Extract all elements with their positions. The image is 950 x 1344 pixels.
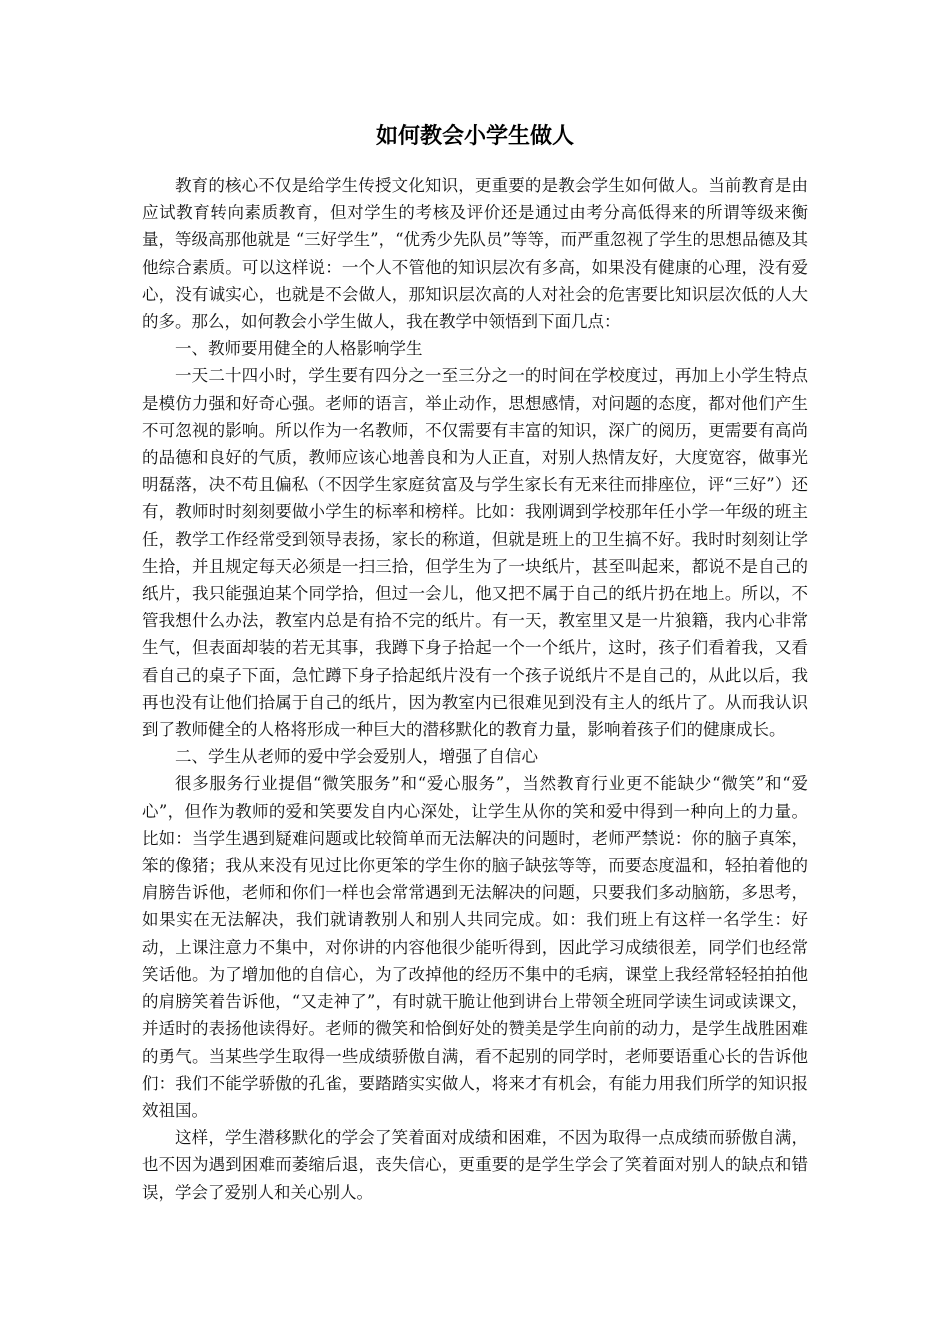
paragraph-intro: 教育的核心不仅是给学生传授文化知识，更重要的是教会学生如何做人。当前教育是由应试教育转向素质教育，但对学生的考核及评价还是通过由考分高低得来的所谓等级来衡量，等级高那他就是 “三好学生”，“优秀少先队员”等等，而严重忽视了学生的思想品德及其他综合素质。可以这样说：一个人不管他的知识层次有多高，如果没有健康的心理，没有爱心，没有诚实心，也就是不会做人，那知识层次高的人对社会的危害要比知识层次低的人大的多。那么，如何教会小学生做人，我在教学中领悟到下面几点： [142,176,808,332]
paragraph-conclusion: 这样，学生潜移默化的学会了笑着面对成绩和困难，不因为取得一点成绩而骄傲自满，也不因为遇到困难而萎缩后退，丧失信心，更重要的是学生学会了笑着面对别人的缺点和错误，学会了爱别人和关心别人。 [142,1128,808,1202]
section-heading-1: 一、教师要用健全的人格影响学生 [175,339,423,359]
document-title: 如何教会小学生做人 [375,124,574,149]
paragraph-section-1: 一天二十四小时，学生要有四分之一至三分之一的时间在学校度过，再加上小学生特点是模仿力强和好奇心强。老师的语言，举止动作，思想感情，对问题的态度，都对他们产生不可忽视的影响。所以作为一名教师，不仅需要有丰富的知识，深广的阅历，更需要有高尚的品德和良好的气质，教师应该心地善良和为人正直，对别人热情友好，大度宽容，做事光明磊落，决不苟且偏私（不因学生家庭贫富及与学生家长有无来往而排座位，评“三好”）还有，教师时时刻刻要做小学生的标率和榜样。比如：我刚调到学校那年任小学一年级的班主任，教学工作经常受到领导表扬，家长的称道，但就是班上的卫生搞不好。我时时刻刻让学生拾，并且规定每天必须是一扫三拾，但学生为了一块纸片，甚至叫起来，都说不是自己的纸片，我只能强迫某个同学拾，但过一会儿，他又把不属于自己的纸片扔在地上。所以，不管我想什么办法，教室内总是有拾不完的纸片。有一天，教室里又是一片狼籍，我内心非常生气，但表面却装的若无其事，我蹲下身子拾起一个一个纸片，这时，孩子们看着我，又看看自己的桌子下面，急忙蹲下身子拾起纸片没有一个孩子说纸片不是自己的，从此以后，我再也没有让他们拾属于自己的纸片，因为教室内已很难见到没有主人的纸片了。从而我认识到了教师健全的人格将形成一种巨大的潜移默化的教育力量，影响着孩子们的健康成长。 [142,366,808,740]
document-body [142,172,808,1206]
paragraph-section-2: 很多服务行业提倡“微笑服务”和“爱心服务”，当然教育行业更不能缺少“微笑”和“爱心”，但作为教师的爱和笑要发自内心深处，让学生从你的笑和爱中得到一种向上的力量。比如：当学生遇到疑难问题或比较简单而无法解决的问题时，老师严禁说：你的脑子真笨，笨的像猪；我从来没有见过比你更笨的学生你的脑子缺弦等等，而要态度温和，轻拍着他的肩膀告诉他，老师和你们一样也会常常遇到无法解决的问题，只要我们多动脑筋，多思考，如果实在无法解决，我们就请教别人和别人共同完成。如：我们班上有这样一名学生：好动，上课注意力不集中，对你讲的内容他很少能听得到，因此学习成绩很差，同学们也经常笑话他。为了增加他的自信心，为了改掉他的经历不集中的毛病，课堂上我经常轻轻拍拍他的肩膀笑着告诉他，“又走神了”，有时就干脆让他到讲台上带领全班同学读生词或读课文，并适时的表扬他读得好。老师的微笑和恰倒好处的赞美是学生向前的动力，是学生战胜困难的勇气。当某些学生取得一些成绩骄傲自满，看不起别的同学时，老师要语重心长的告诉他们：我们不能学骄傲的孔雀，要踏踏实实做人，将来才有机会，有能力用我们所学的知识报效祖国。 [142,774,808,1120]
section-heading-2: 二、学生从老师的爱中学会爱别人，增强了自信心 [175,747,538,767]
